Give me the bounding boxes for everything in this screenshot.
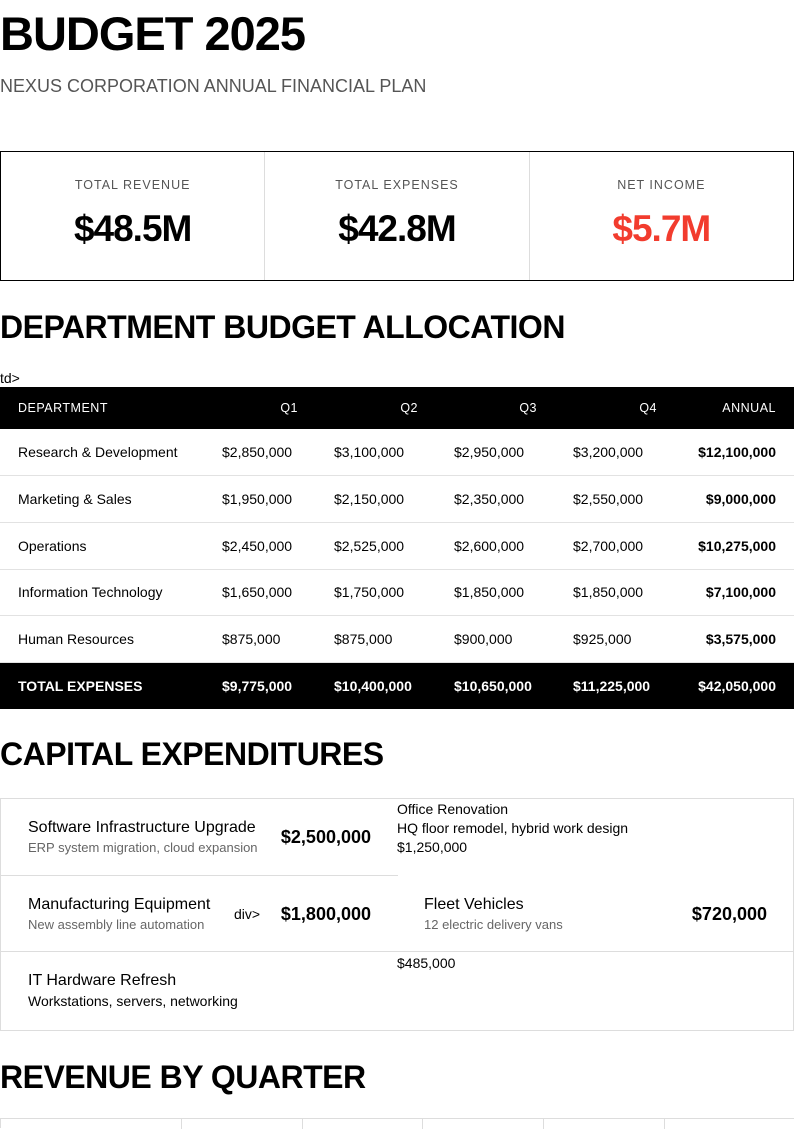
capex-grid [0,798,794,1031]
card-value: $5.7M [612,208,711,249]
cell-value: $11,225,000 [555,662,675,709]
capex-amount: $485,000 [397,955,456,971]
page-title: BUDGET 2025 [0,7,306,60]
cell-value: $42,050,000 [675,662,794,709]
cell-value: $875,000 [204,616,316,663]
revenue-table [0,1118,794,1128]
table-header [0,387,794,429]
cell-value: $9,000,000 [675,476,794,523]
capex-item [1,952,398,1030]
cell-value: $2,350,000 [436,476,555,523]
cell-value: $1,850,000 [436,569,555,616]
total-row [0,662,794,709]
department-name: Operations [0,522,204,569]
capex-amount: $720,000 [691,904,767,924]
cell-value: $10,650,000 [436,662,555,709]
cell-value: $12,100,000 [675,429,794,476]
department-section-title: DEPARTMENT BUDGET ALLOCATION [0,309,565,345]
department-name: Marketing & Sales [0,476,204,523]
cell-value: $1,950,000 [204,476,316,523]
cell-value: $900,000 [436,616,555,663]
total-revenue-card [1,152,265,280]
cell-value: $1,650,000 [204,569,316,616]
column-header: Q1 [204,387,316,429]
capex-item [1,876,398,952]
column-header: Q3 [436,387,555,429]
column-header: Q4 [555,387,675,429]
capex-desc: 12 electric delivery vans [424,917,563,932]
cell-value: $1,750,000 [316,569,436,616]
department-name: Human Resources [0,616,204,663]
department-budget-table [0,387,794,709]
capex-item [1,799,398,876]
cell-value: $2,550,000 [555,476,675,523]
capex-title: Fleet Vehicles [424,896,524,913]
cell-value: $2,450,000 [204,522,316,569]
column-header: ANNUAL [675,387,794,429]
department-name: Research & Development [0,429,204,476]
card-label: TOTAL EXPENSES [335,178,459,192]
table-row [0,522,794,569]
column-header: Q2 [316,387,436,429]
cell-value: $2,600,000 [436,522,555,569]
cell-value: $10,400,000 [316,662,436,709]
table-row [0,569,794,616]
capex-desc: HQ floor remodel, hybrid work design [397,820,629,836]
capex-title: Manufacturing Equipment [28,896,211,913]
capex-desc: New assembly line automation [28,917,205,932]
capex-amount: $2,500,000 [280,827,371,847]
stray-text: td> [0,370,20,386]
cell-value: $1,850,000 [555,569,675,616]
table-row [0,476,794,523]
page-subtitle: NEXUS CORPORATION ANNUAL FINANCIAL PLAN [0,76,427,96]
cell-value: $7,100,000 [675,569,794,616]
table-row [0,429,794,476]
stray-text: div> [234,906,261,922]
capex-section-title: CAPITAL EXPENDITURES [0,736,384,772]
cell-value: $9,775,000 [204,662,316,709]
cell-value: $2,700,000 [555,522,675,569]
column-header: DEPARTMENT [0,387,204,429]
total-expenses-card [265,152,529,280]
capex-item [397,800,628,857]
capex-title: Office Renovation [397,801,509,817]
cell-value: $10,275,000 [675,522,794,569]
table-row [0,616,794,663]
capex-amount: $1,250,000 [397,839,468,855]
capex-item [397,876,794,952]
cell-value: $2,950,000 [436,429,555,476]
department-name: Information Technology [0,569,204,616]
capex-desc: Workstations, servers, networking [28,993,238,1009]
capex-desc: ERP system migration, cloud expansion [28,840,258,855]
cell-value: $3,200,000 [555,429,675,476]
capex-amount: $1,800,000 [280,904,371,924]
summary-cards [0,151,794,281]
cell-value: $3,575,000 [675,616,794,663]
cell-value: $2,525,000 [316,522,436,569]
department-name: TOTAL EXPENSES [0,662,204,709]
capex-title: Software Infrastructure Upgrade [28,819,256,836]
cell-value: $925,000 [555,616,675,663]
card-value: $48.5M [73,208,192,249]
card-label: TOTAL REVENUE [74,178,191,192]
net-income-card [530,152,793,280]
cell-value: $875,000 [316,616,436,663]
card-value: $42.8M [338,208,456,249]
revenue-section-title: REVENUE BY QUARTER [0,1059,366,1095]
cell-value: $2,150,000 [316,476,436,523]
card-label: NET INCOME [617,178,706,192]
cell-value: $3,100,000 [316,429,436,476]
capex-title: IT Hardware Refresh [28,972,177,989]
cell-value: $2,850,000 [204,429,316,476]
